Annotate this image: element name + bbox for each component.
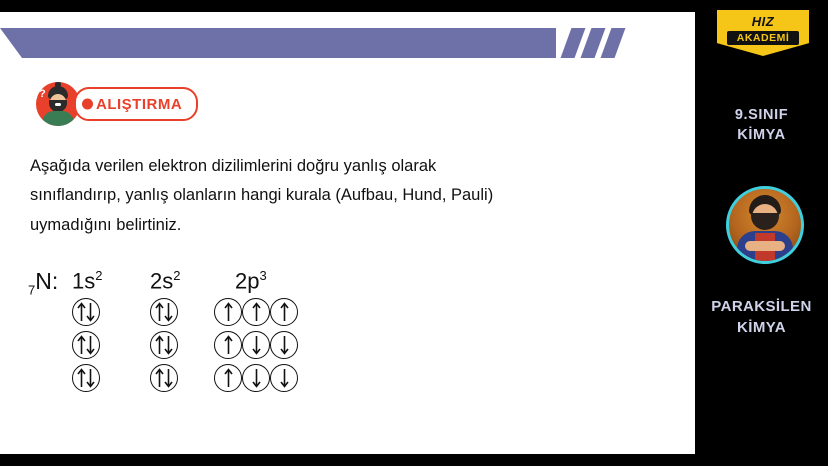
avatar-body <box>42 111 74 126</box>
electron-arrows <box>73 365 99 391</box>
question-line-3: uymadığını belirtiniz. <box>30 215 182 234</box>
brand-line-1: PARAKSİLEN <box>711 298 812 315</box>
question-line-2: sınıflandırıp, yanlış olanların hangi kurala (Aufbau, Hund, Pauli) <box>30 186 494 205</box>
orbital-box <box>270 364 298 392</box>
orbital-box <box>72 298 100 326</box>
element-symbol <box>28 268 58 298</box>
electron-arrows <box>73 332 99 358</box>
orbital-box <box>242 331 270 359</box>
electron-arrows <box>73 299 99 325</box>
electron-arrows <box>243 365 269 391</box>
exercise-badge-label: ALIŞTIRMA <box>96 95 183 113</box>
instructor-portrait <box>726 186 804 264</box>
slide-body <box>0 12 695 454</box>
electron-arrows <box>243 299 269 325</box>
orbital-box <box>270 331 298 359</box>
electron-arrows <box>215 299 241 325</box>
orbital-box <box>150 298 178 326</box>
orbital-box <box>242 364 270 392</box>
orbital-box <box>214 331 242 359</box>
exercise-badge-pill <box>74 87 198 121</box>
orbital-box <box>150 331 178 359</box>
orbital-box <box>72 364 100 392</box>
element-symbol-text: N: <box>35 268 59 294</box>
electron-arrows <box>215 365 241 391</box>
brand-line-2: KİMYA <box>737 319 786 336</box>
question-mark-icon: ? <box>39 88 46 100</box>
element-atomic-number: 7 <box>28 282 36 298</box>
orbital-box <box>242 298 270 326</box>
sidebar <box>695 0 828 466</box>
orbital-box <box>72 331 100 359</box>
header-slash-icon <box>601 28 626 58</box>
grade-line-2: KİMYA <box>737 126 786 143</box>
logo-top-text: HIZ <box>751 14 775 29</box>
electron-arrows <box>271 299 297 325</box>
orbital-label-1s: $1s^2$ <box>72 268 103 294</box>
portrait-arms <box>745 241 785 251</box>
question-line-1: Aşağıda verilen elektron dizilimlerini doğru yanlış olarak <box>30 157 437 175</box>
electron-arrows <box>271 332 297 358</box>
orbital-box <box>150 364 178 392</box>
brand-logo <box>717 10 809 56</box>
grade-line-1: 9.SINIF <box>734 107 789 123</box>
electron-arrows <box>215 332 241 358</box>
orbital-box <box>214 298 242 326</box>
orbital-box <box>214 364 242 392</box>
badge-dot-icon <box>82 99 93 110</box>
electron-arrows <box>151 332 177 358</box>
channel-brand <box>695 296 828 338</box>
electron-arrows <box>243 332 269 358</box>
header-band <box>0 28 556 58</box>
exercise-badge <box>36 82 198 126</box>
electron-arrows <box>151 365 177 391</box>
logo-bottom-text: AKADEMİ <box>727 31 799 45</box>
orbital-label-2s: $2s^2$ <box>150 268 181 294</box>
orbital-box <box>270 298 298 326</box>
question-text <box>30 152 590 240</box>
portrait-beard <box>751 213 779 230</box>
grade-label <box>695 106 828 145</box>
electron-arrows <box>271 365 297 391</box>
electron-arrows <box>151 299 177 325</box>
avatar-mouth <box>55 103 61 106</box>
orbital-label-2p: $2p^3$ <box>235 268 267 294</box>
